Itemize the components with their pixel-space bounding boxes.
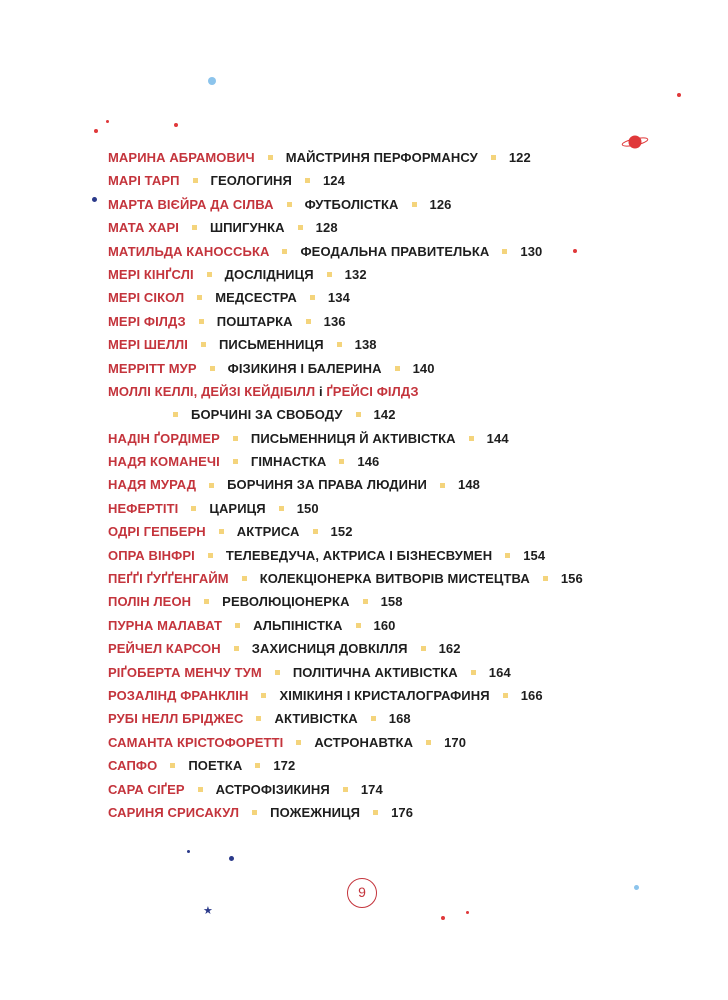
entry-role: АСТРОНАВТКА [314, 734, 414, 750]
toc-entry[interactable] [108, 333, 708, 356]
separator-icon [233, 459, 238, 464]
entry-page: 144 [486, 430, 509, 446]
dot-icon [92, 197, 97, 202]
entry-page: 122 [508, 150, 531, 165]
separator-icon [198, 787, 203, 792]
separator-icon [207, 272, 212, 277]
entry-page: 148 [458, 477, 480, 493]
separator-icon [327, 272, 332, 277]
separator-icon [313, 529, 318, 534]
separator-icon [209, 483, 214, 488]
separator-icon [356, 623, 361, 628]
page-number: 9 [347, 878, 377, 908]
entry-role: ФІЗИКИНЯ І БАЛЕРИНА [227, 360, 382, 376]
entry-page: 170 [444, 734, 467, 750]
entry-role: БОРЧИНІ ЗА СВОБОДУ [191, 407, 343, 423]
separator-icon [296, 740, 301, 745]
entry-name: ОДРІ ГЕПБЕРН [108, 524, 206, 540]
separator-icon [395, 366, 400, 371]
entry-role: АСТРОФІЗИКИНЯ [215, 781, 330, 797]
separator-icon [287, 202, 292, 207]
entry-role: АКТИВІСТКА [274, 711, 358, 727]
toc-entry[interactable] [108, 590, 708, 613]
entry-page: 140 [412, 360, 435, 376]
entry-role: АКТРИСА [236, 524, 300, 540]
toc-entry[interactable] [108, 567, 708, 590]
entry-name: ҐРЕЙСІ ФІЛДЗ [326, 383, 419, 399]
entry-name: НАДІН ҐОРДІМЕР [108, 430, 220, 446]
toc-entry[interactable] [108, 193, 708, 216]
entry-name: САРА СІҐЕР [108, 781, 185, 797]
separator-icon [255, 763, 260, 768]
separator-icon [170, 763, 175, 768]
separator-icon [201, 342, 206, 347]
entry-role: ФЕОДАЛЬНА ПРАВИТЕЛЬКА [300, 243, 490, 259]
separator-icon [197, 295, 202, 300]
entry-name-joiner: і [315, 383, 327, 399]
separator-icon [275, 670, 280, 675]
toc-entry[interactable] [108, 801, 708, 824]
separator-icon [306, 319, 311, 324]
entry-role: БОРЧИНЯ ЗА ПРАВА ЛЮДИНИ [227, 477, 427, 493]
separator-icon [193, 178, 198, 183]
entry-page: 150 [296, 500, 319, 516]
entry-role: ШПИГУНКА [209, 220, 285, 236]
entry-role: ТЕЛЕВЕДУЧА, АКТРИСА І БІЗНЕСВУМЕН [225, 547, 493, 563]
entry-name: РЕЙЧЕЛ КАРСОН [108, 641, 221, 657]
entry-page: 152 [330, 524, 353, 540]
separator-icon [261, 693, 266, 698]
entry-page: 166 [520, 687, 543, 703]
entry-role: ДОСЛІДНИЦЯ [224, 266, 314, 282]
separator-icon [234, 646, 239, 651]
entry-role: ЗАХИСНИЦЯ ДОВКІЛЛЯ [251, 641, 408, 657]
dot-icon [187, 850, 190, 853]
entry-name: МОЛЛІ КЕЛЛІ, ДЕЙЗІ КЕЙДІБІЛЛ [108, 383, 316, 399]
toc-entry[interactable] [108, 427, 708, 450]
entry-role: ХІМІКИНЯ І КРИСТАЛОГРАФИНЯ [279, 687, 490, 703]
entry-name: РОЗАЛІНД ФРАНКЛІН [108, 687, 249, 703]
dot-icon [441, 916, 445, 920]
toc-entry[interactable] [108, 473, 708, 496]
entry-role: ПОЖЕЖНИЦЯ [270, 804, 361, 820]
separator-icon [503, 693, 508, 698]
dot-icon [573, 249, 577, 253]
entry-name: САПФО [108, 758, 158, 774]
entry-name: НАДЯ МУРАД [108, 477, 197, 493]
toc-entry[interactable] [108, 240, 708, 263]
entry-role: МЕДСЕСТРА [215, 290, 297, 306]
dot-icon [466, 911, 469, 914]
toc-entry[interactable] [108, 520, 708, 543]
entry-page: 164 [488, 664, 511, 680]
entry-page: 176 [391, 804, 414, 820]
dot-icon [94, 129, 98, 133]
separator-icon [310, 295, 315, 300]
separator-icon [173, 412, 178, 417]
entry-page: 136 [323, 313, 346, 329]
separator-icon [233, 436, 238, 441]
entry-role: ГЕОЛОГИНЯ [210, 173, 292, 189]
separator-icon [210, 366, 215, 371]
entry-page: 132 [344, 266, 367, 282]
entry-page: 174 [360, 781, 383, 797]
dot-icon [634, 885, 639, 890]
separator-icon [242, 576, 247, 581]
toc-entry[interactable] [108, 754, 708, 777]
toc-entry[interactable] [108, 707, 708, 730]
toc-entry[interactable] [108, 286, 708, 309]
entry-page: 154 [523, 547, 546, 563]
toc-entry[interactable] [108, 661, 708, 684]
entry-name: МАРИНА АБРАМОВИЧ [108, 150, 255, 165]
entry-role: КОЛЕКЦІОНЕРКА ВИТВОРІВ МИСТЕЦТВА [259, 571, 530, 587]
separator-icon [252, 810, 257, 815]
separator-icon [426, 740, 431, 745]
entry-role: АЛЬПІНІСТКА [253, 617, 343, 633]
separator-icon [192, 225, 197, 230]
separator-icon [204, 599, 209, 604]
entry-page: 160 [373, 617, 396, 633]
entry-name: РУБІ НЕЛЛ БРІДЖЕС [108, 711, 244, 727]
separator-icon [412, 202, 417, 207]
toc-entry[interactable] [108, 357, 708, 380]
entry-page: 158 [380, 594, 403, 610]
separator-icon [543, 576, 548, 581]
entry-name: НАДЯ КОМАНЕЧІ [108, 454, 220, 470]
separator-icon [371, 716, 376, 721]
toc-entry-continuation[interactable] [108, 403, 708, 426]
toc-entry[interactable] [108, 544, 708, 567]
dot-icon [174, 123, 178, 127]
separator-icon [199, 319, 204, 324]
entry-name: МАРІ ТАРП [108, 173, 180, 189]
entry-page: 130 [520, 243, 543, 259]
star-icon: ★ [203, 905, 213, 917]
table-of-contents [108, 146, 708, 824]
toc-entry[interactable] [108, 380, 708, 403]
entry-role: МАЙСТРИНЯ ПЕРФОРМАНСУ [285, 150, 478, 165]
entry-page: 146 [357, 454, 380, 470]
toc-entry[interactable] [108, 310, 708, 333]
entry-name: РІҐОБЕРТА МЕНЧУ ТУМ [108, 664, 262, 680]
entry-name: МАТА ХАРІ [108, 220, 179, 236]
entry-page: 142 [373, 407, 396, 423]
toc-entry[interactable] [108, 684, 708, 707]
entry-page: 168 [388, 711, 411, 727]
separator-icon [256, 716, 261, 721]
entry-name: НЕФЕРТІТІ [108, 500, 179, 516]
separator-icon [305, 178, 310, 183]
separator-icon [208, 553, 213, 558]
entry-name: МЕРІ КІНҐСЛІ [108, 266, 194, 282]
entry-name: САРИНЯ СРИСАКУЛ [108, 804, 240, 820]
entry-role: ПОЕТКА [188, 758, 243, 774]
separator-icon [191, 506, 196, 511]
entry-name: МЕРІ ФІЛДЗ [108, 313, 186, 329]
entry-name: МЕРІ СІКОЛ [108, 290, 185, 306]
toc-entry[interactable] [108, 450, 708, 473]
toc-entry[interactable] [108, 614, 708, 637]
toc-entry[interactable] [108, 216, 708, 239]
entry-name: ПЕҐҐІ ҐУҐҐЕНГАЙМ [108, 571, 229, 587]
toc-entry[interactable] [108, 497, 708, 520]
separator-icon [282, 249, 287, 254]
dot-icon [229, 856, 234, 861]
entry-page: 156 [560, 571, 583, 587]
entry-page: 172 [273, 758, 296, 774]
dot-icon [677, 93, 681, 97]
entry-name: ОПРА ВІНФРІ [108, 547, 195, 563]
entry-name: МЕРРІТТ МУР [108, 360, 197, 376]
entry-role: ПОЛІТИЧНА АКТИВІСТКА [292, 664, 458, 680]
entry-page: 138 [354, 337, 377, 353]
separator-icon [373, 810, 378, 815]
separator-icon [343, 787, 348, 792]
separator-icon [219, 529, 224, 534]
separator-icon [298, 225, 303, 230]
entry-name: МАТИЛЬДА КАНОССЬКА [108, 243, 270, 259]
separator-icon [363, 599, 368, 604]
separator-icon [502, 249, 507, 254]
toc-entry[interactable] [108, 146, 708, 169]
separator-icon [268, 155, 273, 160]
separator-icon [505, 553, 510, 558]
planet-icon [620, 132, 650, 152]
separator-icon [279, 506, 284, 511]
dot-icon [208, 77, 216, 85]
entry-name: САМАНТА КРІСТОФОРЕТТІ [108, 734, 284, 750]
entry-role: ПИСЬМЕННИЦЯ [218, 337, 324, 353]
entry-name: МЕРІ ШЕЛЛІ [108, 337, 188, 353]
entry-name: ПУРНА МАЛАВАТ [108, 617, 223, 633]
entry-page: 126 [429, 196, 452, 212]
separator-icon [421, 646, 426, 651]
entry-page: 124 [322, 173, 345, 189]
separator-icon [339, 459, 344, 464]
toc-entry[interactable] [108, 263, 708, 286]
separator-icon [471, 670, 476, 675]
entry-role: ПОШТАРКА [216, 313, 293, 329]
toc-entry[interactable] [108, 169, 708, 192]
entry-page: 128 [315, 220, 338, 236]
separator-icon [491, 155, 496, 160]
entry-role: ПИСЬМЕННИЦЯ Й АКТИВІСТКА [250, 430, 456, 446]
entry-role: ФУТБОЛІСТКА [304, 196, 399, 212]
entry-page: 134 [327, 290, 350, 306]
dot-icon [106, 120, 109, 123]
entry-role: ЦАРИЦЯ [209, 500, 266, 516]
entry-name: ПОЛІН ЛЕОН [108, 594, 192, 610]
entry-role: РЕВОЛЮЦІОНЕРКА [222, 594, 350, 610]
toc-entry[interactable] [108, 637, 708, 660]
entry-page: 162 [438, 641, 461, 657]
entry-role: ГІМНАСТКА [250, 454, 327, 470]
toc-entry[interactable] [108, 731, 708, 754]
separator-icon [235, 623, 240, 628]
separator-icon [337, 342, 342, 347]
entry-name: МАРТА ВІЄЙРА ДА СІЛВА [108, 196, 274, 212]
separator-icon [469, 436, 474, 441]
separator-icon [440, 483, 445, 488]
separator-icon [356, 412, 361, 417]
toc-entry[interactable] [108, 778, 708, 801]
